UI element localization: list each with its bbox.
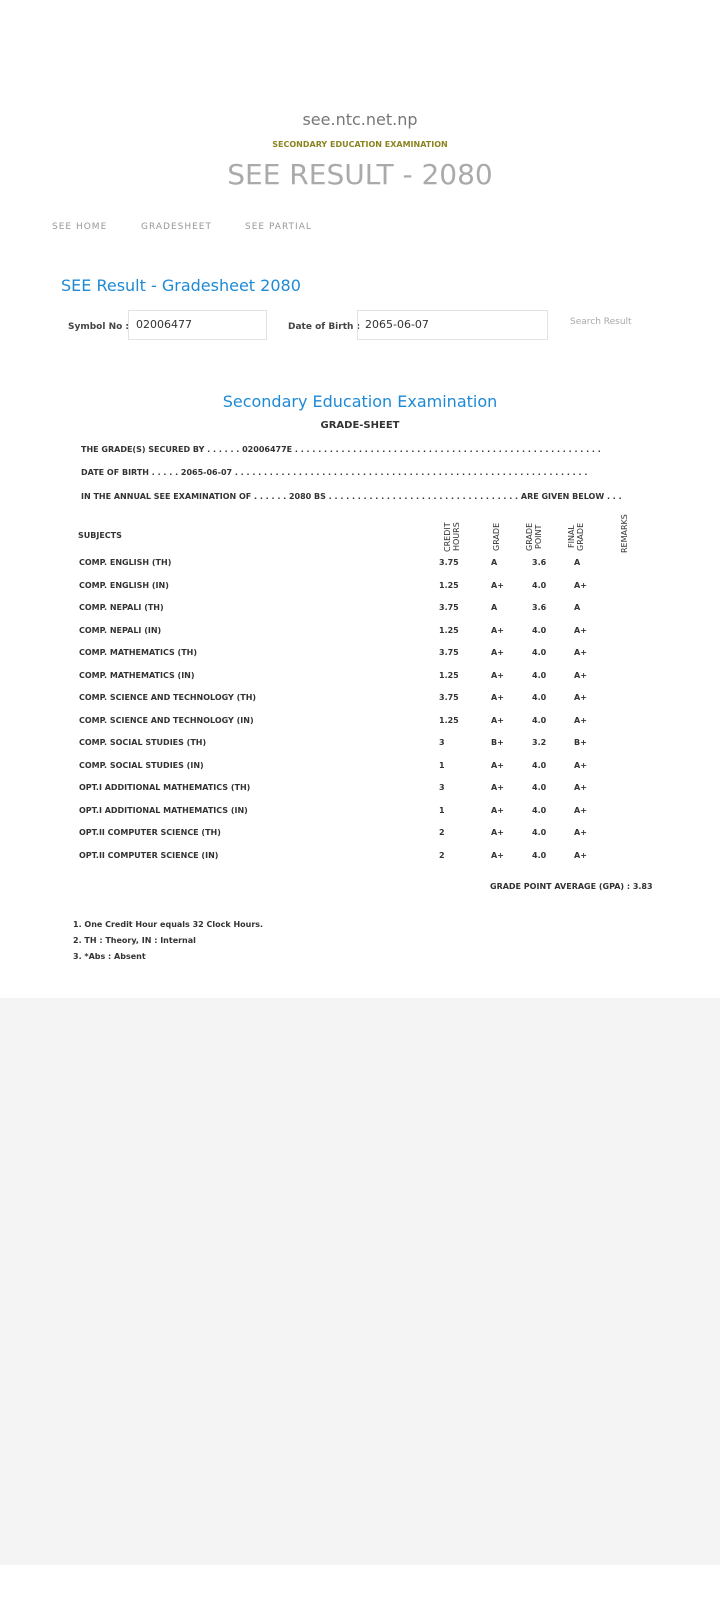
subject: COMP. MATHEMATICS (TH) — [79, 648, 197, 657]
table-row — [79, 738, 639, 760]
subject: COMP. ENGLISH (TH) — [79, 558, 172, 567]
grade: A+ — [491, 760, 504, 770]
table-row — [79, 693, 639, 715]
grade-point: 4.0 — [532, 625, 547, 635]
dob-line: DATE OF BIRTH . . . . . 2065-06-07 . . . . . . . . . . . . . . . . . . . . . . . . . . . . . . . . . . . . . . . . . . . . . . . . . . . . . . . . . . . . . — [81, 468, 588, 477]
credit-hours: 3 — [439, 783, 445, 792]
grade-point: 4.0 — [532, 783, 547, 792]
credit-hours: 1.25 — [439, 625, 459, 635]
symbol-label: Symbol No : — [68, 322, 130, 332]
final-grade: A+ — [574, 760, 587, 770]
footer-background — [0, 998, 720, 1565]
nav-gradesheet[interactable]: GRADESHEET — [141, 222, 212, 232]
sheet-subtitle: GRADE-SHEET — [320, 420, 400, 431]
col-final-grade: FINAL GRADE — [567, 522, 585, 552]
grade-point: 4.0 — [532, 693, 547, 702]
site-domain: see.ntc.net.np — [302, 110, 418, 129]
col-grade: GRADE — [492, 522, 501, 552]
table-row — [79, 851, 639, 873]
grade: A+ — [491, 805, 504, 815]
grade: A+ — [491, 828, 504, 837]
table-row — [79, 558, 639, 580]
subject: COMP. SOCIAL STUDIES (IN) — [79, 760, 204, 770]
grade-point: 3.6 — [532, 558, 547, 567]
table-row — [79, 648, 639, 670]
col-remarks: REMARKS — [620, 514, 629, 554]
subject: COMP. MATHEMATICS (IN) — [79, 670, 195, 680]
final-grade: A+ — [574, 828, 587, 837]
gpa: GRADE POINT AVERAGE (GPA) : 3.83 — [490, 882, 653, 891]
subject: OPT.II COMPUTER SCIENCE (TH) — [79, 828, 221, 837]
subject: OPT.I ADDITIONAL MATHEMATICS (IN) — [79, 805, 248, 815]
subject: COMP. NEPALI (IN) — [79, 625, 162, 635]
final-grade: A+ — [574, 625, 587, 635]
search-result-button[interactable]: Search Result — [570, 317, 632, 327]
subject: COMP. SCIENCE AND TECHNOLOGY (IN) — [79, 715, 254, 725]
grade-point: 4.0 — [532, 670, 547, 680]
grade: A+ — [491, 693, 504, 702]
col-credit-hours: CREDIT HOURS — [443, 522, 461, 552]
col-subjects: SUBJECTS — [78, 531, 122, 540]
credit-hours: 1.25 — [439, 715, 459, 725]
form-heading: SEE Result - Gradesheet 2080 — [61, 276, 301, 295]
subject: COMP. ENGLISH (IN) — [79, 580, 169, 590]
grade-point: 4.0 — [532, 828, 547, 837]
nav-see-partial[interactable]: SEE PARTIAL — [245, 222, 312, 232]
table-row — [79, 626, 639, 648]
subject: COMP. SCIENCE AND TECHNOLOGY (TH) — [79, 693, 257, 702]
grade: A+ — [491, 580, 504, 590]
credit-hours: 3 — [439, 738, 445, 747]
table-row — [79, 828, 639, 850]
grade-point: 4.0 — [532, 760, 547, 770]
final-grade: A+ — [574, 783, 587, 792]
table-row — [79, 716, 639, 738]
grade: A+ — [491, 715, 504, 725]
subject: OPT.I ADDITIONAL MATHEMATICS (TH) — [79, 783, 251, 792]
final-grade: A+ — [574, 805, 587, 815]
credit-hours: 2 — [439, 850, 445, 860]
col-grade-point: GRADE POINT — [525, 522, 543, 552]
credit-hours: 1 — [439, 805, 445, 815]
final-grade: A+ — [574, 580, 587, 590]
nav-see-home[interactable]: SEE HOME — [52, 222, 108, 232]
dob-label: Date of Birth : — [288, 322, 361, 332]
final-grade: B+ — [574, 738, 587, 747]
final-grade: A — [574, 558, 581, 567]
grade: A+ — [491, 670, 504, 680]
grade: B+ — [491, 738, 504, 747]
subject: COMP. SOCIAL STUDIES (TH) — [79, 738, 207, 747]
table-row — [79, 581, 639, 603]
note: 3. *Abs : Absent — [73, 952, 146, 961]
credit-hours: 3.75 — [439, 648, 459, 657]
table-row — [79, 671, 639, 693]
credit-hours: 3.75 — [439, 558, 459, 567]
grade: A+ — [491, 783, 504, 792]
credit-hours: 1 — [439, 760, 445, 770]
final-grade: A+ — [574, 715, 587, 725]
subject: COMP. NEPALI (TH) — [79, 603, 164, 612]
table-row — [79, 806, 639, 828]
symbol-input[interactable]: 02006477 — [128, 310, 267, 340]
grade: A+ — [491, 625, 504, 635]
grade-point: 4.0 — [532, 580, 547, 590]
final-grade: A+ — [574, 648, 587, 657]
note: 2. TH : Theory, IN : Internal — [73, 936, 196, 945]
subject: OPT.II COMPUTER SCIENCE (IN) — [79, 850, 219, 860]
final-grade: A — [574, 603, 581, 612]
site-subtitle: SECONDARY EDUCATION EXAMINATION — [272, 140, 448, 149]
grade: A+ — [491, 850, 504, 860]
sheet-title: Secondary Education Examination — [222, 392, 498, 411]
grade-point: 4.0 — [532, 715, 547, 725]
credit-hours: 3.75 — [439, 693, 459, 702]
final-grade: A+ — [574, 670, 587, 680]
credit-hours: 3.75 — [439, 603, 459, 612]
credit-hours: 1.25 — [439, 580, 459, 590]
table-row — [79, 603, 639, 625]
dob-input[interactable]: 2065-06-07 — [357, 310, 548, 340]
grade-point: 4.0 — [532, 850, 547, 860]
grade-point: 4.0 — [532, 648, 547, 657]
grade-point: 3.6 — [532, 603, 547, 612]
credit-hours: 2 — [439, 828, 445, 837]
grade-point: 3.2 — [532, 738, 547, 747]
grade: A+ — [491, 648, 504, 657]
note: 1. One Credit Hour equals 32 Clock Hours. — [73, 920, 264, 929]
table-row — [79, 761, 639, 783]
grade: A — [491, 558, 498, 567]
final-grade: A+ — [574, 693, 587, 702]
page-title: SEE RESULT - 2080 — [227, 158, 493, 191]
table-row — [79, 783, 639, 805]
credit-hours: 1.25 — [439, 670, 459, 680]
grade-point: 4.0 — [532, 805, 547, 815]
secured-by-line: THE GRADE(S) SECURED BY . . . . . . 02006477E . . . . . . . . . . . . . . . . . . . . . . . . . . . . . . . . . . . . . . . . . . . . . . . . . . . . . — [81, 445, 601, 454]
final-grade: A+ — [574, 850, 587, 860]
grade: A — [491, 603, 498, 612]
exam-line: IN THE ANNUAL SEE EXAMINATION OF . . . . . . 2080 BS . . . . . . . . . . . . . . . . . . . . . . . . . . . . . . . . . ARE GIVEN BELOW . . . — [81, 492, 622, 501]
